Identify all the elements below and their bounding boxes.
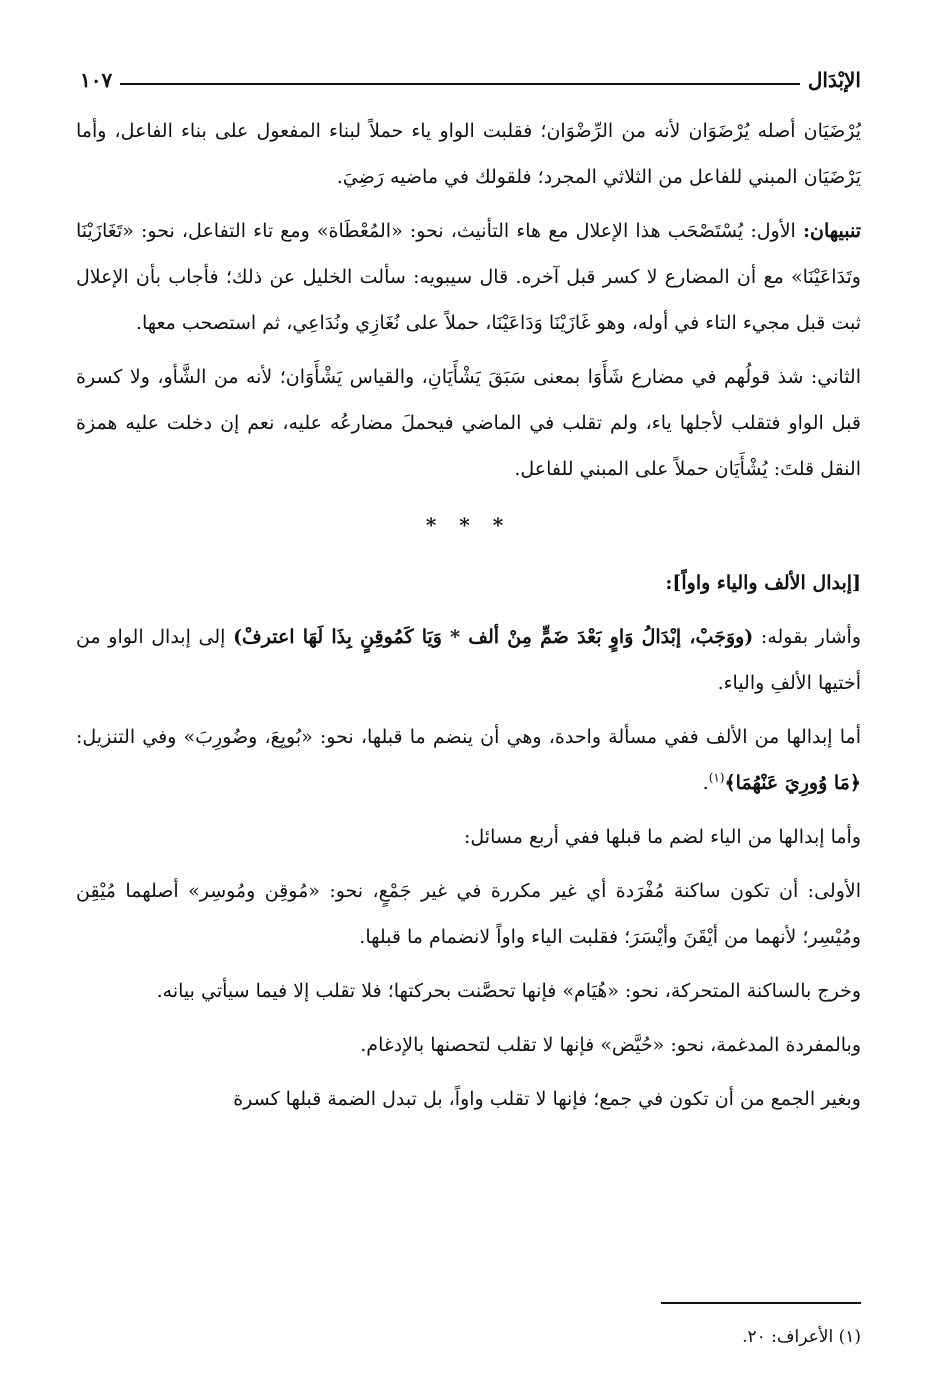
paragraph <box>76 614 861 706</box>
paragraph-text: أما إبدالها من الألف ففي مسألة واحدة، وهي أن ينضم ما قبلها، نحو: «بُويِعَ، وضُورِبَ» وفي التنزيل: <box>76 726 861 748</box>
paragraph <box>76 814 861 860</box>
paragraph-text: . <box>702 772 709 794</box>
paragraph-text: الأولى: أن تكون ساكنة مُفْرَدة أي غير مكررة في غير جَمْعٍ، نحو: «مُوقِن ومُوسِر» أصلهما مُيْقِن ومُيْسِر؛ لأنهما من أيْقَنَ وأيْسَرَ؛ فقلبت الياء واواً لانضمام ما قبلها. <box>76 880 861 948</box>
paragraph-text: وأما إبدالها من الياء لضم ما قبلها ففي أربع مسائل: <box>463 826 861 848</box>
paragraph <box>76 714 861 806</box>
paragraph <box>76 108 861 200</box>
section-separator: * * * <box>425 513 512 537</box>
paragraph-text: الثاني: شذ قولُهم في مضارع شَأَوَا بمعنى سَبَقَ يَشْأَيَانِ، والقياس يَشْأَوَان؛ لأنه من الشَّأو، ولا كسرة قبل الواو فتقلب لأجلها ياء، ولم تقلب في الماضي فيحملَ مضارعُه عليه، نعم إن دخلت عليه همزة النقل قلتَ: يُشْأَيَان حملاً على المبني للفاعل. <box>76 366 861 480</box>
paragraph <box>76 968 861 1014</box>
paragraph-text: وبالمفردة المدغمة، نحو: «حُيَّض» فإنها لا تقلب لتحصنها بالإدغام. <box>360 1034 861 1056</box>
paragraph-text: يُرْضَيَان أصله يُرْضَوَان لأنه من الرِّضْوَان؛ فقلبت الواو ياء حملاً لبناء المفعول على بناء الفاعل، وأما يَرْضَيَان المبني للفاعل من الثلاثي المجرد؛ فلقولك في ماضيه رَضِيَ. <box>76 120 861 188</box>
page-header <box>80 58 861 92</box>
page-body <box>76 108 861 1130</box>
verse-quote: (ووَجَبْ، إبْدَالُ وَاوٍ بَعْدَ ضَمٍّ مِنْ ألف * وَيَا كَمُوقِنٍ بِذَا لَهَا اعترفْ) <box>233 626 754 648</box>
paragraph-text: وأشار بقوله: <box>753 626 862 648</box>
paragraph <box>76 208 861 346</box>
paragraph <box>76 1022 861 1068</box>
paragraph <box>76 1076 861 1122</box>
page-number: ١٠٧ <box>80 68 113 92</box>
footnote-divider <box>661 1302 861 1304</box>
paragraph-lead: تنبيهان: <box>802 220 861 242</box>
paragraph <box>76 354 861 492</box>
paragraph-text: الأول: يُسْتَصْحَب هذا الإعلال مع هاء التأنيث، نحو: «المُعْطَاة» ومع تاء التفاعل، نحو: «تَغَازَيْنَا وتَدَاعَيْنَا» مع أن المضارع لا كسر قبل آخره. قال سيبويه: سألت الخليل عن ذلك؛ فأجاب بأن الإعلال ثبت قبل مجيء التاء في أوله، وهو غَازَيْنَا وَدَاعَيْنَا، حملاً على نُغَازِي ونُدَاعِي، ثم استصحب معها. <box>76 220 861 334</box>
page-title: الإبْدَال <box>807 68 861 92</box>
paragraph-text: وبغير الجمع من أن تكون في جمع؛ فإنها لا تقلب واواً، بل تبدل الضمة قبلها كسرة <box>233 1088 861 1110</box>
paragraph-text: وخرج بالساكنة المتحركة، نحو: «هُيَام» فإنها تحصَّنت بحركتها؛ فلا تقلب إلا فيما سيأتي بيانه. <box>156 980 861 1002</box>
paragraph-text: إلى إبدال الواو من أختيها الألفِ والياء. <box>76 626 861 694</box>
paragraph <box>76 868 861 960</box>
header-rule <box>120 83 800 85</box>
section-heading: [إبدال الألف والياء واواً]: <box>665 572 861 594</box>
footnote-ref: (١) <box>708 770 725 785</box>
footnote: (١) الأعراف: ٢٠. <box>742 1327 861 1347</box>
quran-quote: ﴿مَا وُورِيَ عَنْهُمَا﴾ <box>724 772 861 794</box>
